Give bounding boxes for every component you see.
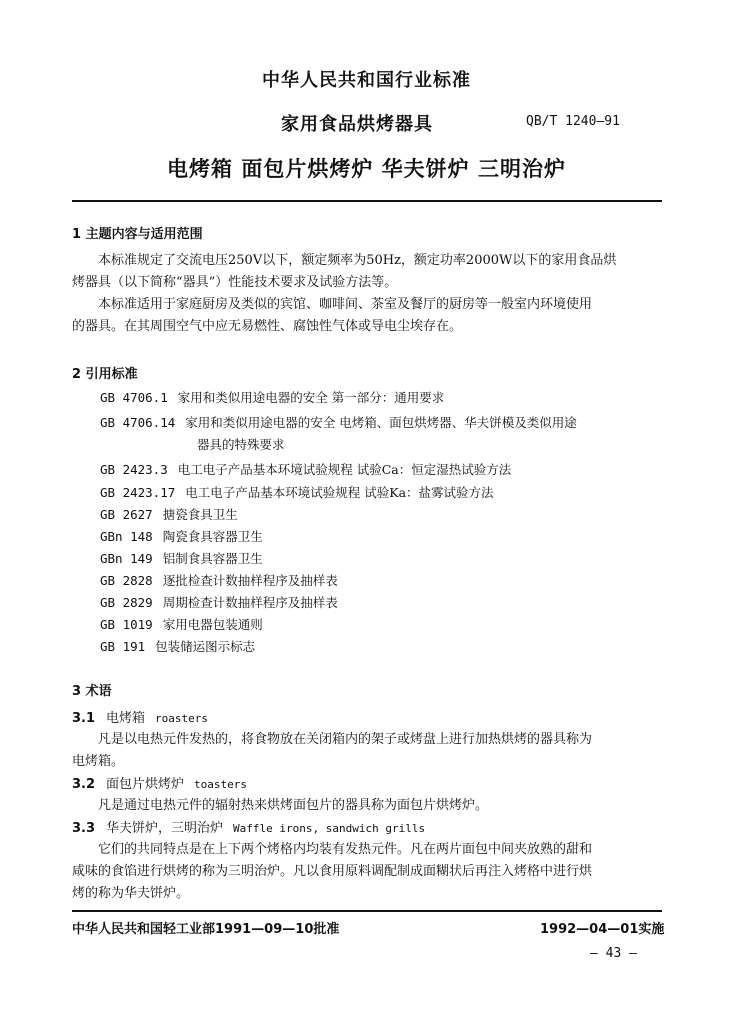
para-line: 本标准规定了交流电压250V以下，额定频率为50Hz，额定功率2000W以下的家用食品烘 xyxy=(98,253,617,268)
term-english: roasters xyxy=(155,712,208,725)
reference-title: 周期检查计数抽样程序及抽样表 xyxy=(162,595,338,610)
reference-code: GB 4706.1 xyxy=(100,390,168,405)
reference-code: GB 191 xyxy=(100,639,146,654)
term-3-3-definition-cont xyxy=(72,861,662,883)
reference-title: 家用和类似用途电器的安全 电烤箱、面包烘烤器、华夫饼模及类似用途 xyxy=(185,415,577,430)
section-1-para-1 xyxy=(72,250,662,272)
reference-code: GB 2423.17 xyxy=(100,485,176,500)
reference-title: 包装储运图示标志 xyxy=(155,639,256,654)
term-number: 3.1 xyxy=(72,711,96,726)
reference-item xyxy=(100,593,338,611)
para-line: 凡是通过电热元件的辐射热来烘烤面包片的器具称为面包片烘烤炉。 xyxy=(98,798,489,813)
footer-rule xyxy=(72,910,662,912)
reference-code: GB 2423.3 xyxy=(100,462,168,477)
para-line: 电烤箱。 xyxy=(72,754,125,769)
reference-code: GB 2828 xyxy=(100,573,153,588)
term-english: toasters xyxy=(194,778,247,791)
para-line: 烤的称为华夫饼炉。 xyxy=(72,886,190,901)
term-3-3-definition xyxy=(72,839,662,861)
document-title: 电烤箱 面包片烘烤炉 华夫饼炉 三明治炉 xyxy=(167,157,566,181)
effective-date: 1992—04—01实施 xyxy=(540,922,665,937)
term-name: 华夫饼炉，三明治炉 xyxy=(106,821,224,836)
reference-title: 家用电器包装通则 xyxy=(162,617,263,632)
term-3-2 xyxy=(72,773,247,792)
term-name: 电烤箱 xyxy=(106,711,146,726)
reference-item xyxy=(100,460,511,478)
reference-code: GB 1019 xyxy=(100,617,153,632)
term-number: 3.2 xyxy=(72,777,96,792)
page-number: — 43 — xyxy=(590,946,637,961)
approval-line: 中华人民共和国轻工业部1991—09—10批准 xyxy=(72,922,340,937)
section-1-para-1-cont xyxy=(72,272,662,294)
section-1-heading: 1 主题内容与适用范围 xyxy=(72,227,203,242)
reference-item xyxy=(100,388,444,406)
reference-code: GBn 148 xyxy=(100,529,153,544)
reference-item xyxy=(100,549,263,567)
reference-item-continuation xyxy=(197,435,285,453)
term-3-1 xyxy=(72,707,208,726)
section-2-heading: 2 引用标准 xyxy=(72,367,138,382)
reference-code: GB 2829 xyxy=(100,595,153,610)
reference-title: 陶瓷食具容器卫生 xyxy=(162,529,263,544)
reference-title: 家用和类似用途电器的安全 第一部分：通用要求 xyxy=(177,390,445,405)
reference-code: GB 2627 xyxy=(100,507,153,522)
para-line: 本标准适用于家庭厨房及类似的宾馆、咖啡间、茶室及餐厅的厨房等一般室内环境使用 xyxy=(98,297,593,312)
section-3-heading: 3 术语 xyxy=(72,684,112,699)
reference-item xyxy=(100,615,263,633)
para-line: 的器具。在其周围空气中应无易燃性、腐蚀性气体或导电尘埃存在。 xyxy=(72,319,463,334)
para-line: 咸味的食馅进行烘烤的称为三明治炉。凡以食用原料调配制成面糊状后再注入烤格中进行烘 xyxy=(72,864,593,879)
para-line: 凡是以电热元件发热的，将食物放在关闭箱内的架子或烤盘上进行加热烘烤的器具称为 xyxy=(98,732,593,747)
reference-title: 电工电子产品基本环境试验规程 试验Ca：恒定湿热试验方法 xyxy=(177,462,512,477)
reference-title: 电工电子产品基本环境试验规程 试验Ka：盐雾试验方法 xyxy=(185,485,494,500)
term-english: Waffle irons, sandwich grills xyxy=(233,822,426,835)
reference-item xyxy=(100,505,238,523)
reference-title: 器具的特殊要求 xyxy=(197,437,285,452)
reference-item xyxy=(100,527,263,545)
term-3-1-definition xyxy=(72,729,662,751)
term-3-3 xyxy=(72,817,425,836)
document-authority: 中华人民共和国行业标准 xyxy=(262,70,471,91)
para-line: 它们的共同特点是在上下两个烤格内均装有发热元件。凡在两片面包中间夹放熟的甜和 xyxy=(98,842,593,857)
document-category: 家用食品烘烤器具 xyxy=(281,114,433,135)
section-1-para-2 xyxy=(72,294,662,316)
reference-item xyxy=(100,637,255,655)
reference-item xyxy=(100,571,338,589)
reference-code: GB 4706.14 xyxy=(100,415,176,430)
section-1-para-2-cont xyxy=(72,316,662,338)
standard-number: QB/T 1240—91 xyxy=(526,114,620,129)
reference-item xyxy=(100,413,577,431)
term-3-2-definition xyxy=(72,795,662,817)
reference-title: 搪瓷食具卫生 xyxy=(162,507,238,522)
term-number: 3.3 xyxy=(72,821,96,836)
reference-code: GBn 149 xyxy=(100,551,153,566)
para-line: 烤器具（以下简称“器具”）性能技术要求及试验方法等。 xyxy=(72,275,398,290)
header-rule xyxy=(72,200,662,202)
term-3-1-definition-cont xyxy=(72,751,662,773)
reference-item xyxy=(100,483,494,501)
reference-title: 逐批检查计数抽样程序及抽样表 xyxy=(162,573,338,588)
term-name: 面包片烘烤炉 xyxy=(106,777,185,792)
term-3-3-definition-cont xyxy=(72,883,662,905)
reference-title: 铝制食具容器卫生 xyxy=(162,551,263,566)
